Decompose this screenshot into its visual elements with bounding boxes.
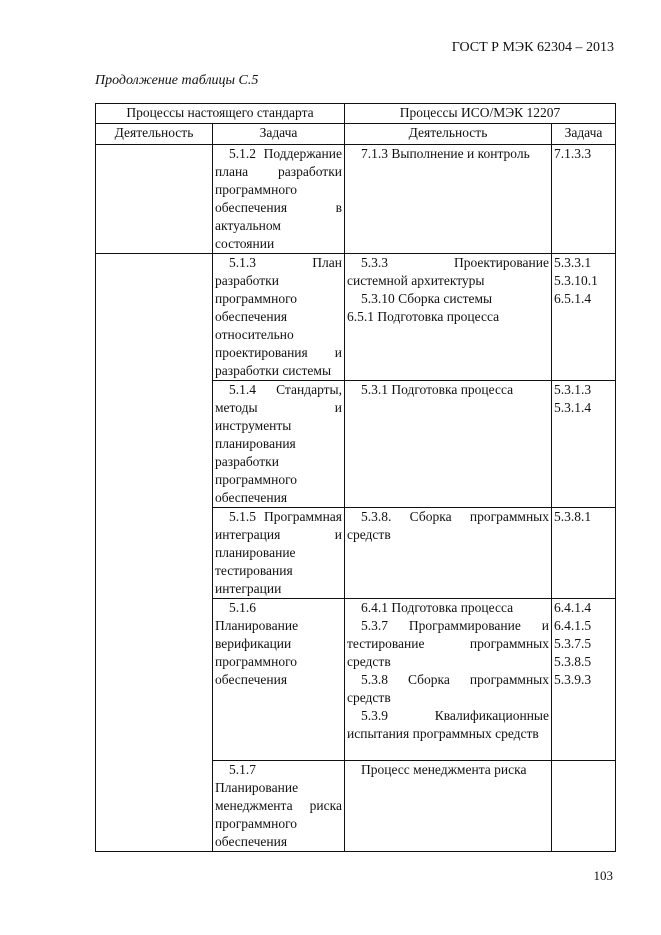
iso-task-cell: 5.3.8.1 (552, 508, 616, 599)
task-cell: 5.1.3 План разработки программного обеспечения относительно проектирования и разработки системы (213, 254, 345, 381)
iso-task-cell (552, 381, 616, 508)
iso-task-item: 5.3.3.1 (554, 255, 592, 270)
col-task-header: Задача (213, 124, 345, 145)
iso-task-item: 6.4.1.5 (554, 618, 592, 633)
iso-activity-cell: 7.1.3 Выполнение и контроль (345, 145, 552, 254)
iso-activity-item: 5.3.9 Квалификационные испытания программных средств (347, 708, 549, 741)
activity-cell (96, 145, 213, 254)
group-header-iso: Процессы ИСО/МЭК 12207 (345, 104, 616, 124)
iso-task-cell (552, 761, 616, 852)
sub-header-row (96, 124, 616, 145)
col-iso-task-header: Задача (552, 124, 616, 145)
iso-activity-item: 5.3.10 Сборка системы (361, 291, 493, 306)
task-cell: 5.1.2 Поддержание плана разработки программного обеспечения в актуальном состоянии (213, 145, 345, 254)
task-cell: 5.1.7 Планирование менеджмента риска программного обеспечения (213, 761, 345, 852)
iso-task-cell (552, 254, 616, 381)
iso-task-item: 5.3.8.5 (554, 654, 592, 669)
iso-task-item: 5.3.1.3 (554, 382, 592, 397)
iso-activity-cell (345, 599, 552, 761)
task-cell: 5.1.6 Планирование верификации программного обеспечения (213, 599, 345, 761)
iso-activity-item: 5.3.3 Проектирование системной архитектуры (347, 255, 549, 288)
iso-task-item: 5.3.10.1 (554, 273, 598, 288)
table-row (96, 254, 616, 381)
iso-activity-cell: Процесс менеджмента риска (345, 761, 552, 852)
iso-activity-item: 5.3.7 Программирование и тестирование программных средств (347, 618, 549, 669)
group-header-row (96, 104, 616, 124)
iso-activity-cell (345, 254, 552, 381)
iso-activity-item: 6.5.1 Подготовка процесса (347, 309, 500, 324)
col-iso-activity-header: Деятельность (345, 124, 552, 145)
iso-task-item: 6.5.1.4 (554, 291, 592, 306)
iso-activity-cell: 5.3.8. Сборка программных средств (345, 508, 552, 599)
iso-task-item: 5.3.9.3 (554, 672, 592, 687)
iso-task-item: 5.3.1.4 (554, 400, 592, 415)
iso-activity-item: 5.3.8 Сборка программных средств (347, 672, 549, 705)
iso-task-cell (552, 599, 616, 761)
standard-header: ГОСТ Р МЭК 62304 – 2013 (451, 40, 614, 55)
iso-task-cell: 7.1.3.3 (552, 145, 616, 254)
task-cell: 5.1.5 Программная интеграция и планирование тестирования интеграции (213, 508, 345, 599)
activity-cell (96, 254, 213, 852)
iso-activity-cell: 5.3.1 Подготовка процесса (345, 381, 552, 508)
table-row (96, 145, 616, 254)
page-number: 103 (593, 868, 613, 883)
group-header-standard: Процессы настоящего стандарта (96, 104, 345, 124)
table-caption: Продолжение таблицы С.5 (95, 73, 259, 88)
col-activity-header: Деятельность (96, 124, 213, 145)
task-cell: 5.1.4 Стандарты, методы и инструменты планирования разработки программного обеспечения (213, 381, 345, 508)
iso-activity-item: 6.4.1 Подготовка процесса (361, 600, 514, 615)
iso-task-item: 5.3.7.5 (554, 636, 592, 651)
iso-task-item: 6.4.1.4 (554, 600, 592, 615)
mapping-table (95, 103, 616, 852)
